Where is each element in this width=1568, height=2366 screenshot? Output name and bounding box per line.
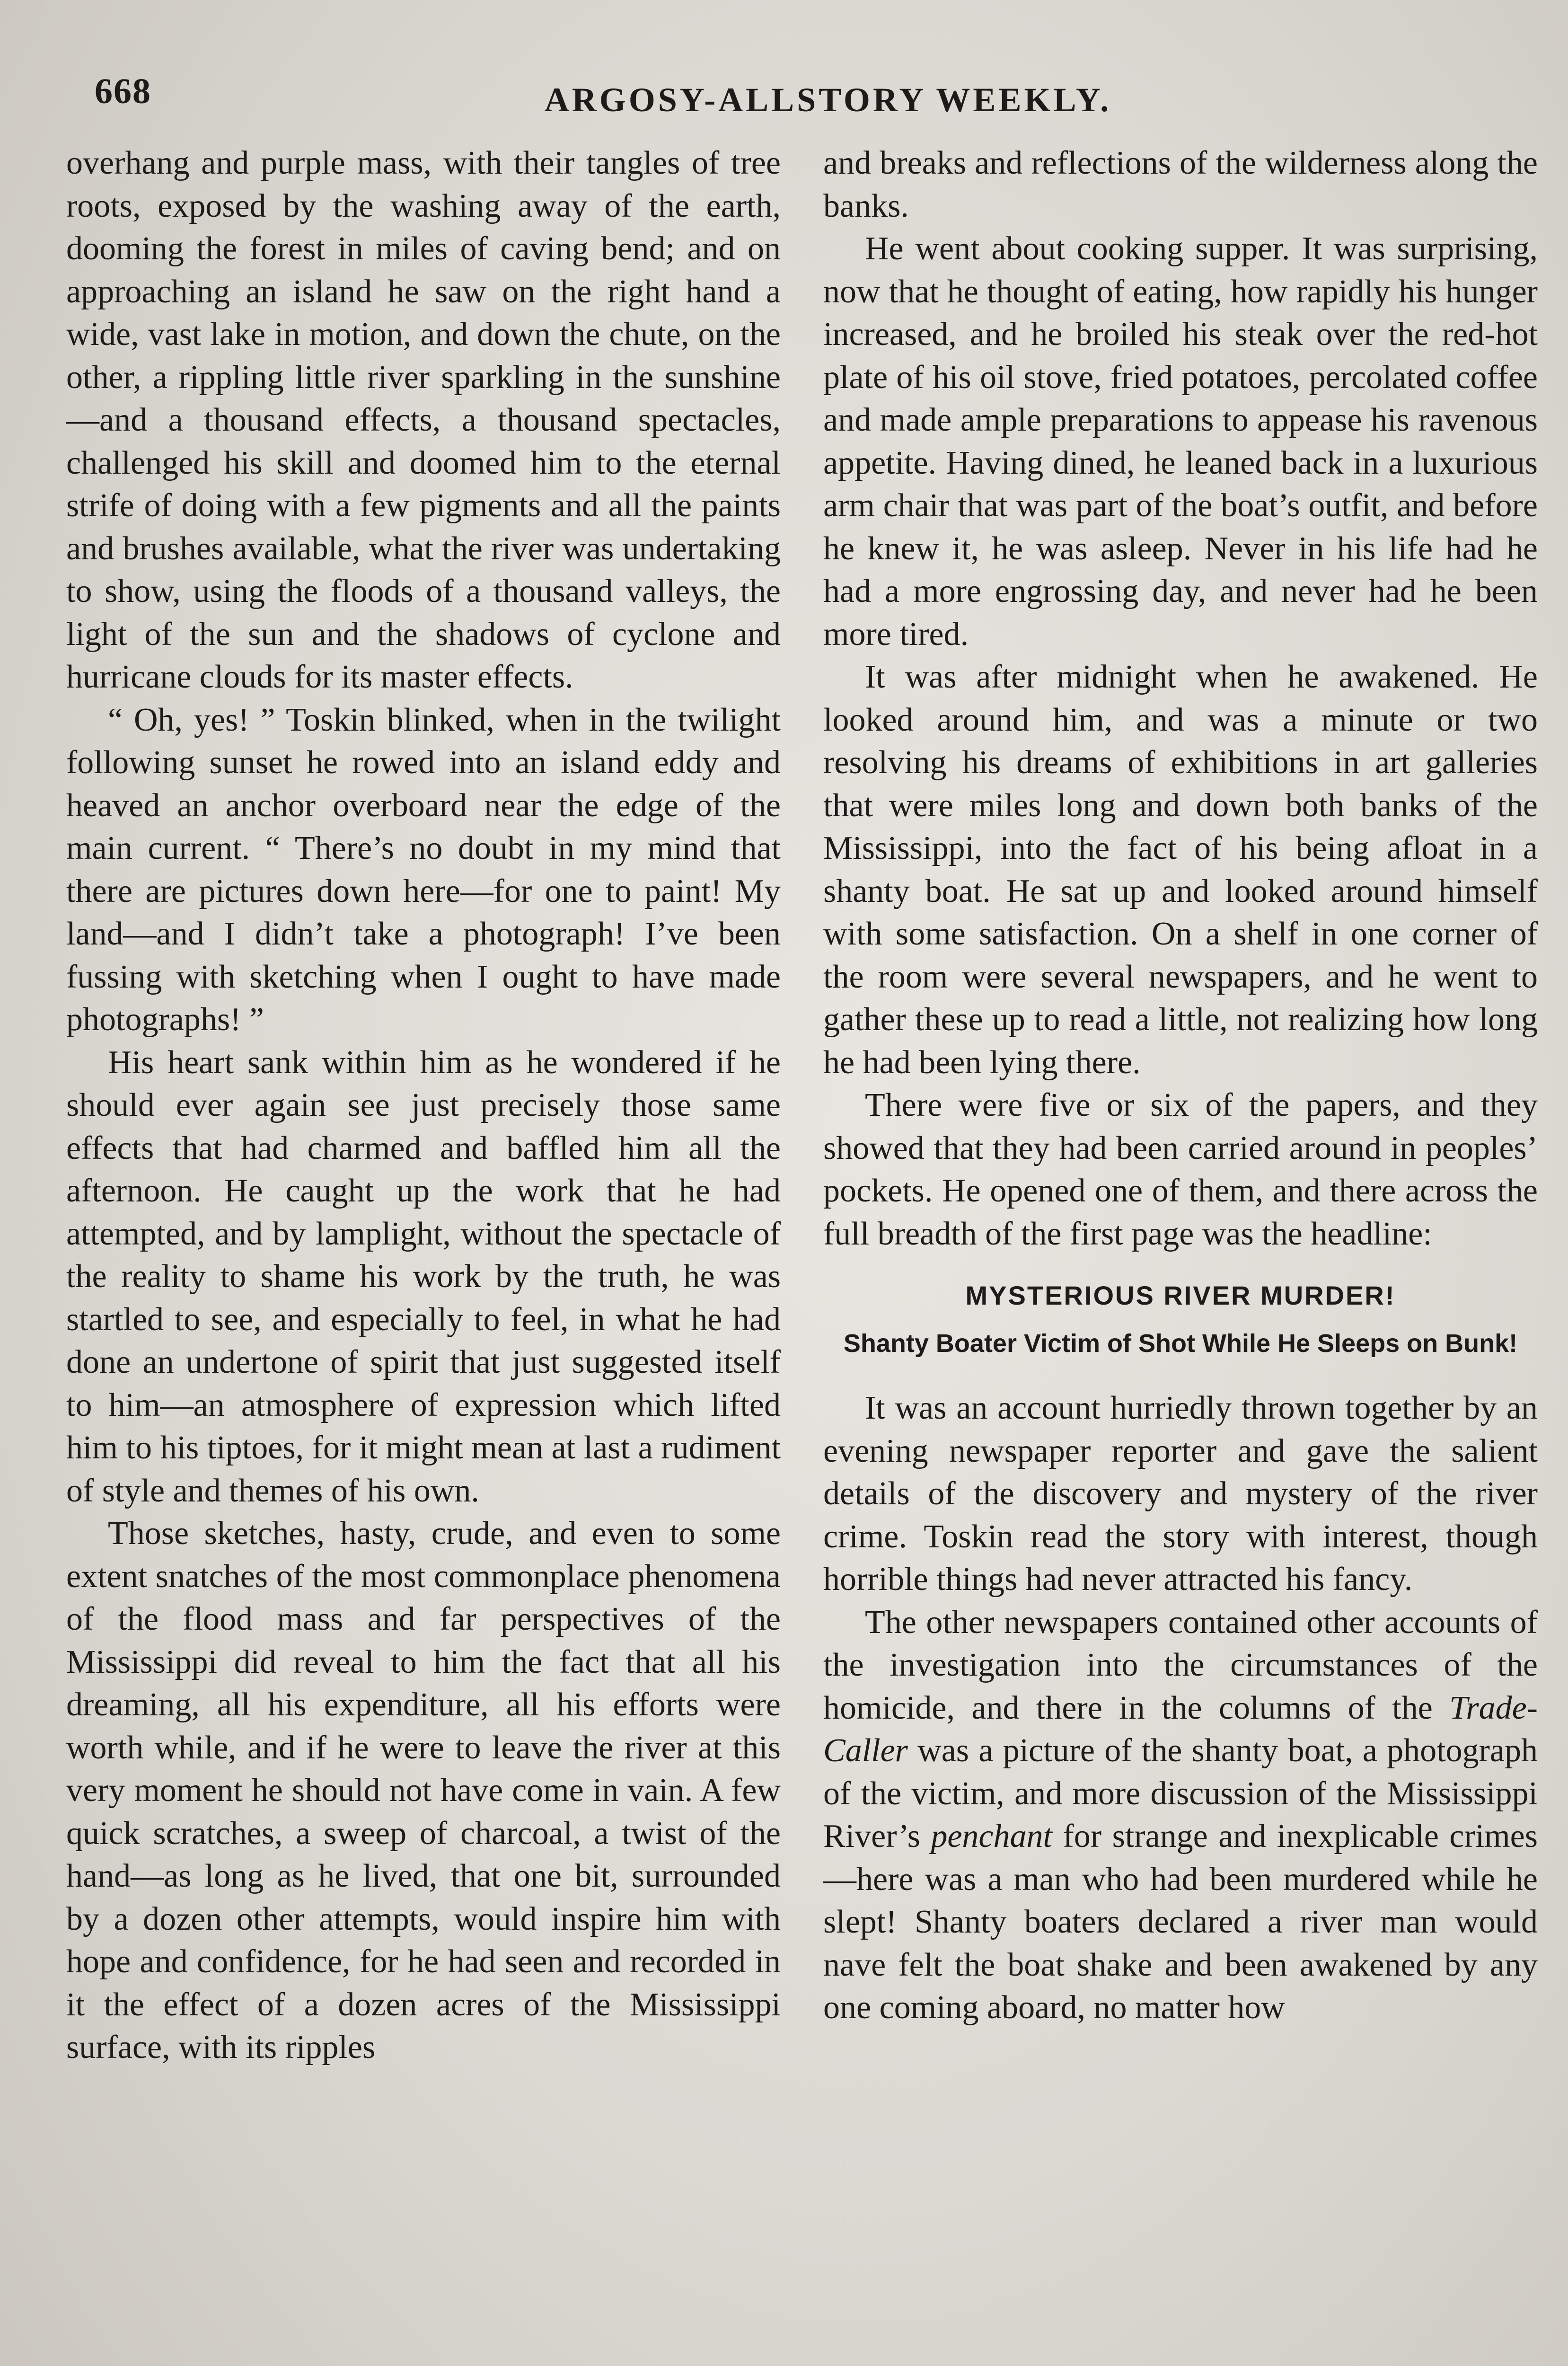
paragraph: There were five or six of the papers, and they showed that they had been carried around in peoples’ pockets. He opened one of them, and there across the full breadth of the first page was the headline:: [823, 1087, 1538, 1252]
page-number: 668: [95, 71, 151, 111]
paragraph: overhang and purple mass, with their tangles of tree roots, exposed by the washing away of the earth, dooming the forest in miles of caving bend; and on approaching an island he saw on the right hand a wide, vast lake in motion, and down the chute, on the other, a rippling little river sparkling in the sunshine—and a thousand effects, a thousand spectacles, challenged his skill and doomed him to the eternal strife of doing with a few pigments and all the paints and brushes available, what the river was undertaking to show, using the floods of a thousand valleys, the light of the sun and the shadows of cyclone and hurricane clouds for its master effects.: [66, 145, 781, 695]
paragraph-text: was a picture of the shanty boat, a photograph of the victim, and more discussion of the Mississippi River’s: [823, 1732, 1538, 1854]
paragraph: It was after midnight when he awakened. He looked around him, and was a minute or two resolving his dreams of exhibitions in art galleries that were miles long and down both banks of the Mississippi, into the fact of his being afloat in a shanty boat. He sat up and looked around himself with some satisfaction. On a shelf in one corner of the room were several newspapers, and he went to gather these up to read a little, not realizing how long he had been lying there.: [823, 659, 1538, 1081]
paragraph-text: for strange and inexplicable crimes—here was a man who had been murdered while he slept! Shanty boaters declared a river man would nave felt the boat shake and been awakened by any one coming aboard, no matter how: [823, 1818, 1538, 2026]
left-column: [66, 142, 781, 2069]
newspaper-subheadline: Shanty Boater Victim of Shot While He Sleeps on Bunk!: [843, 1329, 1518, 1358]
paragraph: “ Oh, yes! ” Toskin blinked, when in the twilight following sunset he rowed into an island eddy and heaved an anchor overboard near the edge of the main current. “ There’s no doubt in my mind that there are pictures down here—for one to paint! My land—and I didn’t take a photograph! I’ve been fussing with sketching when I ought to have made photographs! ”: [66, 701, 781, 1038]
paragraph: It was an account hurriedly thrown together by an evening newspaper reporter and gave the salient details of the discovery and mystery of the river crime. Toskin read the story with interest, though horrible things had never attracted his fancy.: [823, 1390, 1538, 1598]
paragraph: He went about cooking supper. It was surprising, now that he thought of eating, how rapidly his hunger increased, and he broiled his steak over the red-hot plate of his oil stove, fried potatoes, percolated coffee and made ample preparations to appease his ravenous appetite. Having dined, he leaned back in a luxurious arm chair that was part of the boat’s outfit, and before he knew it, he was asleep. Never in his life had he had a more engrossing day, and never had he been more tired.: [823, 230, 1538, 653]
running-title: ARGOSY-ALLSTORY WEEKLY.: [544, 81, 1112, 119]
right-column: [823, 142, 1538, 2030]
newspaper-headline: MYSTERIOUS RIVER MURDER!: [965, 1280, 1396, 1310]
paragraph-text: The other newspapers contained other accounts of the investigation into the circumstances of the homicide, and there in the columns of the: [823, 1604, 1538, 1726]
italic-word: penchant: [931, 1818, 1052, 1854]
paragraph: and breaks and reflections of the wilderness along the banks.: [823, 145, 1538, 224]
paragraph: [823, 1601, 1538, 2030]
paragraph: His heart sank within him as he wondered if he should ever again see just precisely those same effects that had charmed and baffled him all the afternoon. He caught up the work that he had attempted, and by lamplight, without the spectacle of the reality to shame his work by the truth, he was startled to see, and especially to feel, in what he had done an undertone of spirit that just suggested itself to him—an atmosphere of expression which lifted him to his tiptoes, for it might mean at last a rudiment of style and themes of his own.: [66, 1044, 781, 1509]
newspaper-title: Trade-Caller: [823, 1689, 1538, 1769]
paragraph: Those sketches, hasty, crude, and even to some extent snatches of the most commonplace phenomena of the flood mass and far perspectives of the Mississippi did reveal to him the fact that all his dreaming, all his expenditure, all his efforts were worth while, and if he were to leave the river at this very moment he should not have come in vain. A few quick scratches, a sweep of charcoal, a twist of the hand—as long as he lived, that one bit, surrounded by a dozen other attempts, would inspire him with hope and confidence, for he had seen and recorded in it the effect of a dozen acres of the Mississippi surface, with its ripples: [66, 1515, 781, 2066]
